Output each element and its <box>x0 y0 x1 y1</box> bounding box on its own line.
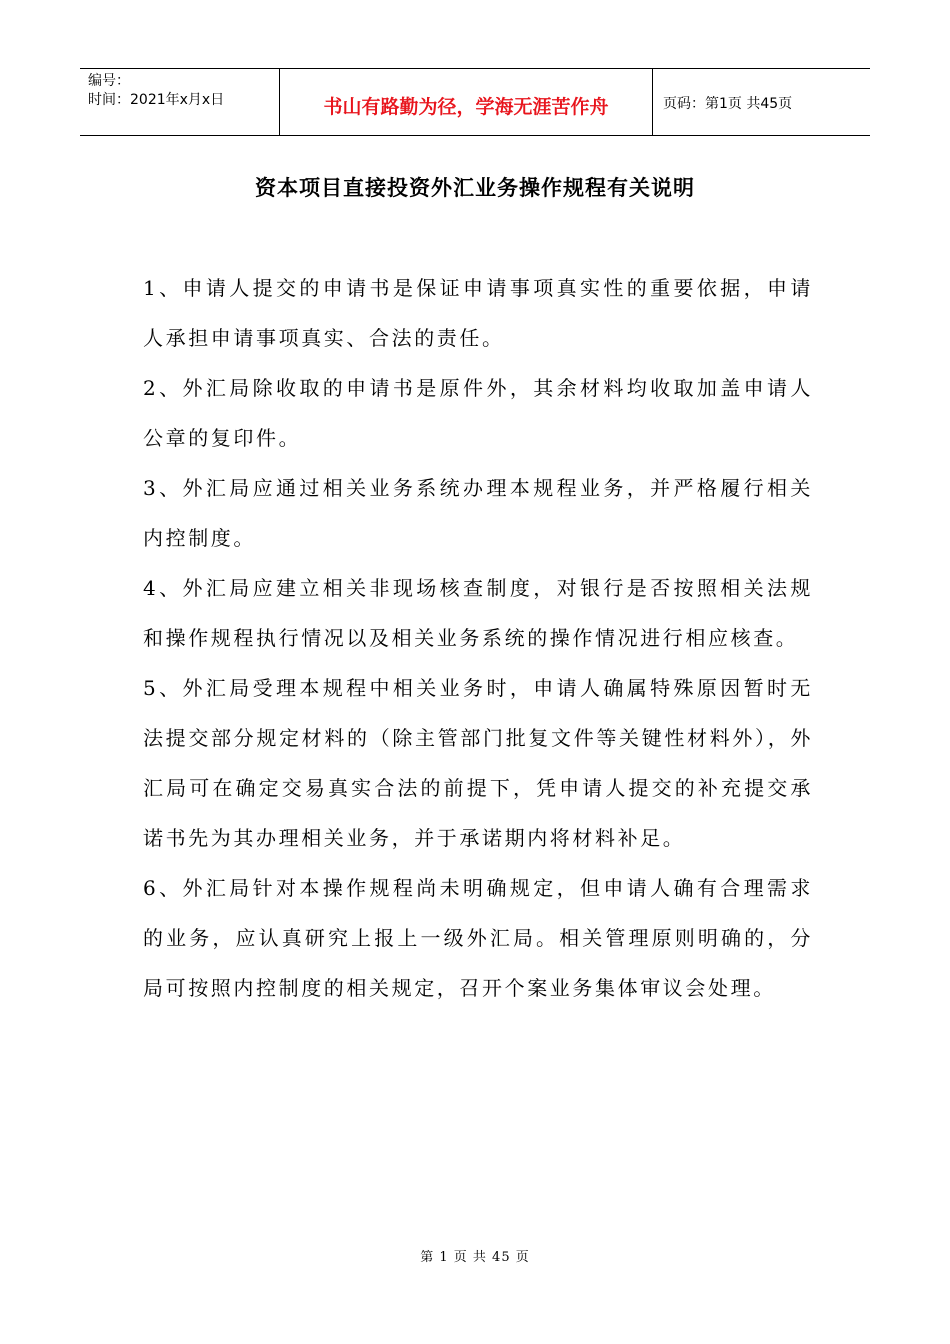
header-table <box>80 68 870 136</box>
paragraph-5: 5、外汇局受理本规程中相关业务时，申请人确属特殊原因暂时无法提交部分规定材料的（除主管部门批复文件等关键性材料外），外汇局可在确定交易真实合法的前提下，凭申请人提交的补充提交承诺书先为其办理相关业务，并于承诺期内将材料补足。 <box>143 676 813 850</box>
header-meta-cell <box>80 69 280 135</box>
paragraph-6: 6、外汇局针对本操作规程尚未明确规定，但申请人确有合理需求的业务，应认真研究上报上一级外汇局。相关管理原则明确的，分局可按照内控制度的相关规定，召开个案业务集体审议会处理。 <box>143 876 813 1000</box>
document-body <box>143 263 813 1013</box>
header-motto: 书山有路勤为径，学海无涯苦作舟 <box>323 95 609 118</box>
header-page-info: 页码：第1页 共45页 <box>663 96 793 112</box>
paragraph-1: 1、申请人提交的申请书是保证申请事项真实性的重要依据，申请人承担申请事项真实、合法的责任。 <box>143 276 813 350</box>
document-title: 资本项目直接投资外汇业务操作规程有关说明 <box>255 176 695 200</box>
header-page-cell <box>653 69 870 135</box>
header-motto-cell <box>280 69 653 135</box>
document-number-label: 编号： <box>88 73 130 89</box>
paragraph-2: 2、外汇局除收取的申请书是原件外，其余材料均收取加盖申请人公章的复印件。 <box>143 376 813 450</box>
page-footer: 第 1 页 共 45 页 <box>420 1250 530 1265</box>
paragraph-4: 4、外汇局应建立相关非现场核查制度，对银行是否按照相关法规和操作规程执行情况以及相关业务系统的操作情况进行相应核查。 <box>143 576 813 650</box>
document-time-label: 时间：2021年x月x日 <box>88 92 225 108</box>
paragraph-3: 3、外汇局应通过相关业务系统办理本规程业务，并严格履行相关内控制度。 <box>143 476 813 550</box>
